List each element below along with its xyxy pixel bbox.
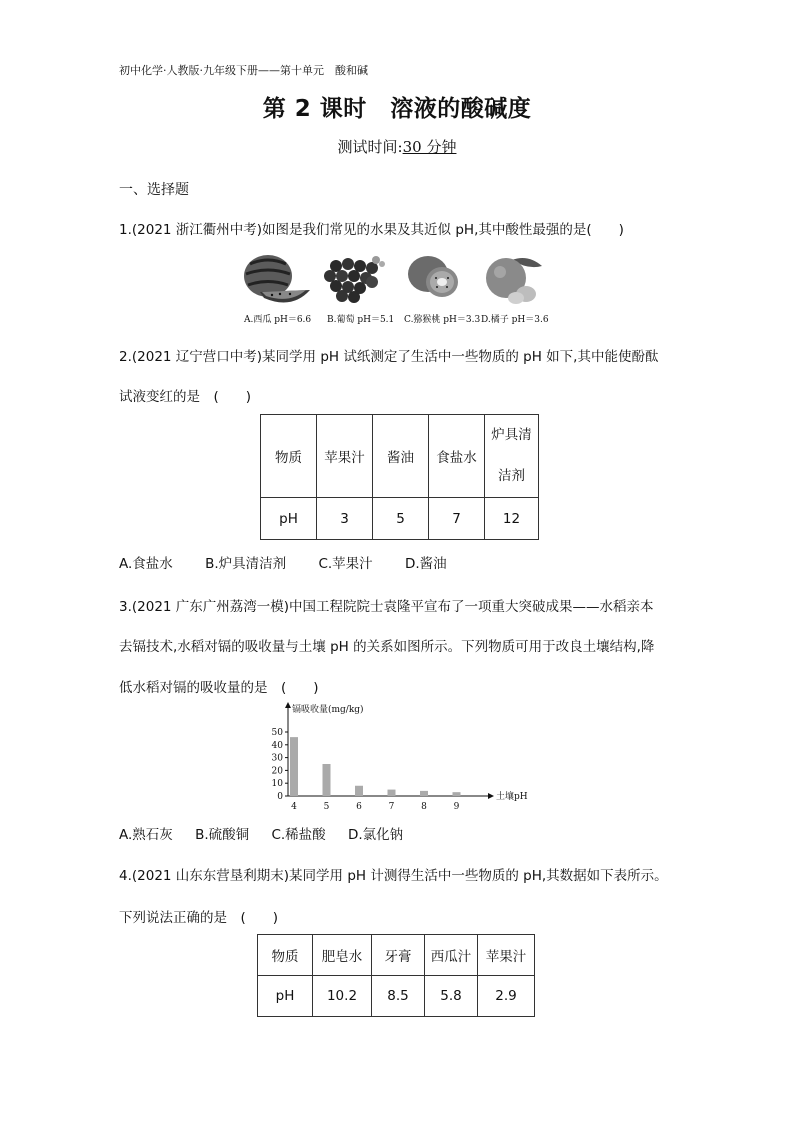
cadmium-chart [266,700,536,816]
question-3-stem-line3: 低水稻对镉的吸收量的是 ( ) [119,680,319,696]
x-axis-arrow [488,793,494,799]
option-d: D.酱油 [404,556,447,572]
question-2-table [260,414,539,540]
fruit-figure [242,252,554,328]
table-cell [485,415,539,498]
bar [290,737,298,796]
test-time-label: 测试时间: [337,138,403,156]
table-row [261,415,539,498]
question-2-stem-line1: 2.(2021 辽宁营口中考)某同学用 pH 试纸测定了生活中一些物质的 pH 如下,其中能使酚酞 [119,349,659,365]
fruit-caption-c: C.猕猴桃 pH＝3.3 [404,315,481,325]
watermelon-image [244,255,310,303]
bar [323,764,331,796]
test-time [0,136,794,157]
y-tick-label: 40 [271,740,283,751]
table-row [258,935,535,976]
bar [420,791,428,796]
x-tick-label: 5 [323,802,330,812]
question-1-stem: 1.(2021 浙江衢州中考)如图是我们常见的水果及其近似 pH,其中酸性最强的是( ) [119,222,624,238]
fruit-caption-a: A.西瓜 pH＝6.6 [244,315,312,325]
option-c: C.稀盐酸 [271,827,326,843]
cell-line: 洁剂 [498,468,525,484]
option-a: A.熟石灰 [119,827,173,843]
fruit-images [242,252,554,310]
table-row [261,498,539,540]
y-tick-label: 50 [271,728,283,738]
table-cell: 牙膏 [372,935,425,976]
table-cell: 7 [429,498,485,540]
table-cell: pH [261,498,317,540]
table-cell: 苹果汁 [478,935,535,976]
table-cell: 物质 [258,935,313,976]
bar [453,792,461,796]
page-header: 初中化学·人教版·九年级下册——第十单元 酸和碱 [119,64,368,77]
y-tick-label: 10 [271,779,283,790]
x-tick-label: 8 [421,802,427,812]
option-b: B.炉具清洁剂 [205,556,287,572]
tangerine-image [486,258,542,304]
x-tick-label: 9 [453,802,460,812]
lesson-title: 第 2 课时 溶液的酸碱度 [262,96,532,122]
table-cell: 酱油 [373,415,429,498]
table-cell: 苹果汁 [317,415,373,498]
table-cell: 5.8 [425,976,478,1017]
question-3-stem-line1: 3.(2021 广东广州荔湾一模)中国工程院院士袁隆平宣布了一项重大突破成果——水稻亲本 [119,599,654,615]
table-cell: 肥皂水 [313,935,372,976]
table-row [258,976,535,1017]
chart-svg [266,700,536,812]
kiwi-image [408,256,458,297]
option-a: A.食盐水 [119,556,173,572]
table-cell: pH [258,976,313,1017]
x-tick-label: 7 [388,802,395,812]
table-cell: 10.2 [313,976,372,1017]
y-tick-label: 20 [271,766,283,777]
question-4-stem-line1: 4.(2021 山东东营垦利期末)某同学用 pH 计测得生活中一些物质的 pH,其数据如下表所示。 [119,868,668,884]
table-cell: 2.9 [478,976,535,1017]
x-tick-label: 4 [291,802,297,812]
table-cell: 食盐水 [429,415,485,498]
bar [388,790,396,796]
option-c: C.苹果汁 [318,556,373,572]
section-heading: 一、选择题 [119,182,189,198]
question-4-table [257,934,535,1017]
option-d: D.氯化钠 [347,827,404,843]
question-2-options [119,552,475,572]
y-tick-label: 30 [271,753,283,764]
bar [355,786,363,796]
x-axis-label: 土壤pH [496,792,528,802]
y-tick-label: 0 [277,792,283,802]
question-4-stem-line2: 下列说法正确的是 ( ) [119,910,279,926]
question-3-options [119,823,421,843]
fruit-caption-b: B.葡萄 pH＝5.1 [327,315,395,325]
cell-line: 炉具清 [491,427,532,443]
table-cell: 12 [485,498,539,540]
fruit-caption-d: D.橘子 pH＝3.6 [481,315,549,325]
table-cell: 物质 [261,415,317,498]
table-cell: 8.5 [372,976,425,1017]
question-3-stem-line2: 去镉技术,水稻对镉的吸收量与土壤 pH 的关系如图所示。下列物质可用于改良土壤结构,降 [119,639,655,655]
table-cell: 5 [373,498,429,540]
y-axis-label: 镉吸收量(mg/kg) [292,705,364,715]
y-axis-arrow [285,702,291,708]
option-b: B.硫酸铜 [195,827,250,843]
x-tick-label: 6 [356,802,362,812]
question-2-stem-line2: 试液变红的是 ( ) [119,389,252,405]
grapes-image [324,256,385,303]
test-time-value: 30 分钟 [402,138,457,156]
table-cell: 3 [317,498,373,540]
table-cell: 西瓜汁 [425,935,478,976]
